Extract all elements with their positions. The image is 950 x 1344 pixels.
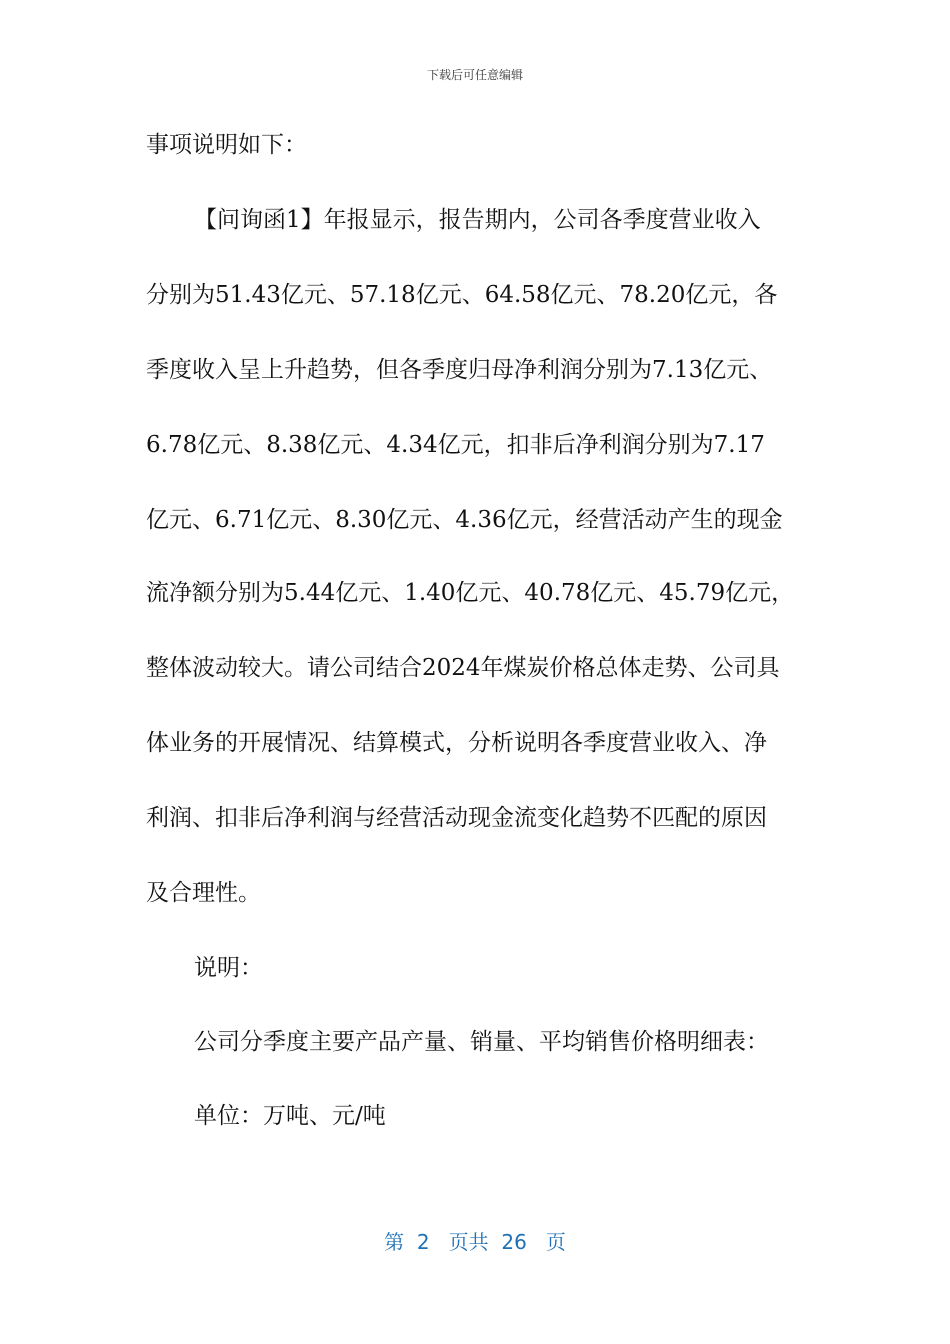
paragraph-line: 【问询函1】年报显示，报告期内，公司各季度营业收入 [194, 207, 761, 233]
page-number-footer: 第 2 页共 26 页 [384, 1230, 566, 1254]
table-caption: 公司分季度主要产品产量、销量、平均销售价格明细表： [194, 1029, 769, 1055]
paragraph-line: 整体波动较大。请公司结合2024年煤炭价格总体走势、公司具 [146, 655, 780, 681]
unit-label: 单位：万吨、元/吨 [194, 1103, 386, 1129]
paragraph-line: 6.78亿元、8.38亿元、4.34亿元，扣非后净利润分别为7.17 [146, 432, 765, 458]
paragraph-line: 分别为51.43亿元、57.18亿元、64.58亿元、78.20亿元，各 [146, 282, 778, 308]
section-label-explanation: 说明： [194, 955, 263, 981]
paragraph-line: 事项说明如下： [146, 132, 307, 158]
paragraph-line: 流净额分别为5.44亿元、1.40亿元、40.78亿元、45.79亿元， [146, 580, 795, 606]
paragraph-line: 及合理性。 [146, 880, 261, 906]
paragraph-line: 亿元、6.71亿元、8.30亿元、4.36亿元，经营活动产生的现金 [146, 507, 783, 533]
paragraph-line: 体业务的开展情况、结算模式，分析说明各季度营业收入、净 [146, 730, 767, 756]
download-edit-note: 下载后可任意编辑 [426, 68, 523, 82]
paragraph-line: 季度收入呈上升趋势，但各季度归母净利润分别为7.13亿元、 [146, 357, 773, 383]
paragraph-line: 利润、扣非后净利润与经营活动现金流变化趋势不匹配的原因 [146, 805, 767, 831]
